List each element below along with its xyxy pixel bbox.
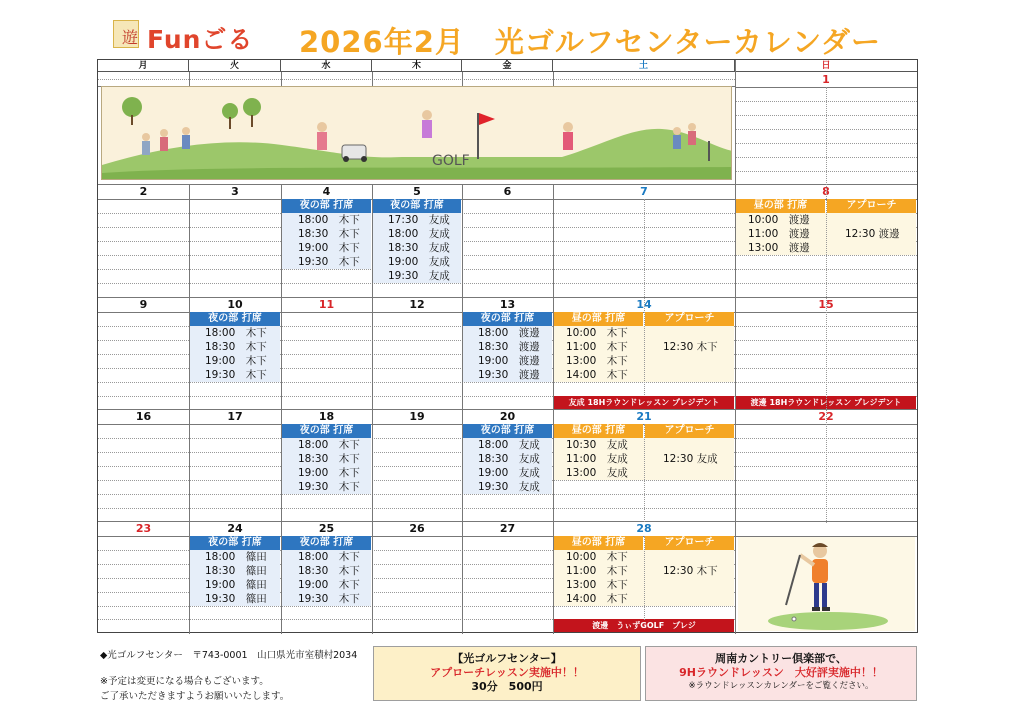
notice-text: アプローチレッスン実施中！！ — [430, 666, 584, 679]
day-number: 20 — [499, 410, 516, 423]
schedule-slot: 19:00 木下 — [205, 355, 267, 367]
day-number: 12 — [409, 298, 425, 311]
page-title: 2026年2月 光ゴルフセンターカレンダー — [299, 25, 881, 59]
schedule-slot: 19:00 友成 — [478, 467, 540, 479]
day-number: 13 — [499, 298, 516, 311]
grid-line — [98, 283, 917, 284]
day-number: 19 — [409, 410, 425, 423]
day-session-label: 昼の部 打席 — [554, 312, 643, 326]
logo — [113, 20, 273, 52]
grid-line — [189, 72, 190, 86]
schedule-slot: 19:00 渡邊 — [478, 355, 540, 367]
golf-sign-text: GOLF — [432, 153, 470, 169]
schedule-slot: 18:30 木下 — [205, 341, 267, 353]
day-number: 6 — [503, 185, 512, 198]
schedule-slot: 19:00 木下 — [298, 467, 360, 479]
grid-line — [553, 72, 554, 86]
schedule-slot: 10:00 渡邊 — [748, 214, 810, 226]
approach-label: アプローチ — [645, 536, 734, 550]
schedule-slot: 13:00 木下 — [566, 355, 628, 367]
day-number: 27 — [499, 522, 516, 535]
approach-slot: 12:30 木下 — [663, 565, 718, 577]
logo-icon: 遊 — [113, 20, 139, 48]
day-number: 25 — [318, 522, 335, 535]
night-session-label: 夜の部 打席 — [190, 312, 280, 326]
night-session-label: 夜の部 打席 — [463, 312, 552, 326]
schedule-slot: 13:00 木下 — [566, 579, 628, 591]
day-session-label: 昼の部 打席 — [554, 424, 643, 438]
footer-note: ご了承いただきますようお願いいたします。 — [100, 691, 290, 702]
schedule-slot: 19:30 木下 — [298, 256, 360, 268]
day-number: 10 — [227, 298, 243, 311]
grid-line — [98, 494, 917, 495]
grid-line — [735, 60, 736, 634]
grid-line — [281, 184, 282, 634]
weekday-sun: 日 — [735, 60, 917, 72]
notice-text: 9Hラウンドレッスン 大好評実施中！！ — [679, 666, 883, 679]
day-number: 26 — [409, 522, 425, 535]
day-number: 21 — [636, 410, 652, 423]
schedule-slot: 18:00 木下 — [298, 214, 360, 226]
weekday-tue: 火 — [189, 60, 281, 72]
night-session-label: 夜の部 打席 — [282, 424, 371, 438]
day-number: 2 — [139, 185, 148, 198]
schedule-slot: 13:00 友成 — [566, 467, 628, 479]
golfer-illustration — [738, 537, 915, 631]
schedule-slot: 11:00 木下 — [566, 341, 628, 353]
schedule-slot: 18:00 木下 — [205, 327, 267, 339]
day-number: 23 — [135, 522, 152, 535]
day-number: 5 — [413, 185, 421, 198]
grid-line — [553, 184, 554, 634]
day-session-label: 昼の部 打席 — [554, 536, 643, 550]
schedule-slot: 18:00 友成 — [388, 228, 450, 240]
calendar-grid — [97, 59, 918, 633]
approach-lesson-notice — [373, 646, 641, 701]
schedule-slot: 19:00 木下 — [298, 242, 360, 254]
schedule-slot: 11:00 友成 — [566, 453, 628, 465]
schedule-slot: 14:00 木下 — [566, 593, 628, 605]
schedule-slot: 18:00 篠田 — [205, 551, 267, 563]
grid-line — [372, 184, 373, 634]
footer-note: ※予定は変更になる場合もございます。 — [100, 676, 269, 687]
schedule-slot: 11:00 木下 — [566, 565, 628, 577]
schedule-slot: 19:00 友成 — [388, 256, 450, 268]
approach-slot: 12:30 渡邊 — [845, 228, 900, 240]
grid-line — [826, 87, 827, 523]
night-session-label: 夜の部 打席 — [282, 536, 371, 550]
day-number: 15 — [818, 298, 834, 311]
night-session-label: 夜の部 打席 — [373, 199, 461, 213]
grid-line — [98, 255, 917, 256]
day-number: 8 — [822, 185, 830, 198]
day-number: 3 — [231, 185, 239, 198]
day-number: 18 — [318, 410, 335, 423]
approach-slot: 12:30 木下 — [663, 341, 718, 353]
schedule-slot: 19:30 木下 — [298, 481, 360, 493]
grid-line — [189, 184, 190, 634]
schedule-slot: 19:30 木下 — [298, 593, 360, 605]
day-number: 17 — [227, 410, 243, 423]
schedule-slot: 19:00 篠田 — [205, 579, 267, 591]
schedule-slot: 18:30 友成 — [388, 242, 450, 254]
day-session-label: 昼の部 打席 — [736, 199, 825, 213]
approach-label: アプローチ — [645, 312, 734, 326]
schedule-slot: 10:00 木下 — [566, 327, 628, 339]
schedule-slot: 14:00 木下 — [566, 369, 628, 381]
grid-line — [644, 199, 645, 395]
round-lesson-bar: 渡邊 18Hラウンドレッスン プレジデント — [736, 396, 916, 409]
notice-heading: 周南カントリー倶楽部で、 — [715, 652, 847, 665]
night-session-label: 夜の部 打席 — [463, 424, 552, 438]
approach-label: アプローチ — [827, 199, 916, 213]
approach-slot: 12:30 友成 — [663, 453, 718, 465]
day-number: 16 — [135, 410, 152, 423]
day-number: 1 — [822, 73, 830, 86]
round-lesson-notice — [645, 646, 917, 701]
schedule-slot: 18:30 木下 — [298, 453, 360, 465]
notice-price: 30分 500円 — [471, 680, 543, 693]
grid-line — [98, 382, 917, 383]
schedule-slot: 19:30 木下 — [205, 369, 267, 381]
weekday-wed: 水 — [281, 60, 372, 72]
schedule-slot: 18:30 篠田 — [205, 565, 267, 577]
night-session-label: 夜の部 打席 — [282, 199, 371, 213]
day-number: 11 — [318, 298, 335, 311]
grid-line — [98, 508, 917, 509]
day-number: 14 — [636, 298, 652, 311]
grid-line — [98, 79, 735, 80]
schedule-slot: 18:00 渡邊 — [478, 327, 540, 339]
notice-note: ※ラウンドレッスンカレンダーをご覧ください。 — [688, 681, 874, 691]
notice-heading: 【光ゴルフセンター】 — [452, 652, 562, 665]
grid-line — [98, 269, 917, 270]
schedule-slot: 18:30 木下 — [298, 228, 360, 240]
weekday-fri: 金 — [462, 60, 553, 72]
schedule-slot: 11:00 渡邊 — [748, 228, 810, 240]
grid-line — [281, 72, 282, 86]
schedule-slot: 18:00 木下 — [298, 551, 360, 563]
schedule-slot: 18:30 木下 — [298, 565, 360, 577]
night-session-label: 夜の部 打席 — [190, 536, 280, 550]
weekday-sat: 土 — [553, 60, 735, 72]
grid-line — [462, 72, 463, 86]
golf-banner-illustration — [101, 86, 732, 180]
weekday-mon: 月 — [98, 60, 189, 72]
schedule-slot: 17:30 友成 — [388, 214, 450, 226]
schedule-slot: 18:00 友成 — [478, 439, 540, 451]
day-number: 28 — [636, 522, 652, 535]
grid-line — [644, 424, 645, 522]
day-number: 9 — [139, 298, 148, 311]
grid-line — [372, 72, 373, 86]
grid-line — [644, 536, 645, 620]
schedule-slot: 19:30 渡邊 — [478, 369, 540, 381]
schedule-slot: 19:30 友成 — [388, 270, 450, 282]
day-number: 24 — [227, 522, 243, 535]
schedule-slot: 18:30 渡邊 — [478, 341, 540, 353]
logo-text: Funごる — [147, 25, 254, 54]
schedule-slot: 10:30 友成 — [566, 439, 628, 451]
schedule-slot: 18:30 友成 — [478, 453, 540, 465]
grid-line — [98, 606, 735, 607]
round-lesson-bar: 渡邊 うぃずGOLF プレジ — [554, 619, 734, 632]
schedule-slot: 18:00 木下 — [298, 439, 360, 451]
schedule-slot: 19:30 友成 — [478, 481, 540, 493]
weekday-thu: 木 — [372, 60, 462, 72]
schedule-slot: 10:00 木下 — [566, 551, 628, 563]
day-number: 4 — [322, 185, 331, 198]
day-number: 7 — [640, 185, 648, 198]
schedule-slot: 13:00 渡邊 — [748, 242, 810, 254]
footer-address: ◆光ゴルフセンター 〒743-0001 山口県光市室積村2034 — [100, 650, 358, 661]
round-lesson-bar: 友成 18Hラウンドレッスン プレジデント — [554, 396, 734, 409]
schedule-slot: 19:00 木下 — [298, 579, 360, 591]
approach-label: アプローチ — [645, 424, 734, 438]
day-number: 22 — [818, 410, 834, 423]
grid-line — [462, 184, 463, 634]
schedule-slot: 19:30 篠田 — [205, 593, 267, 605]
